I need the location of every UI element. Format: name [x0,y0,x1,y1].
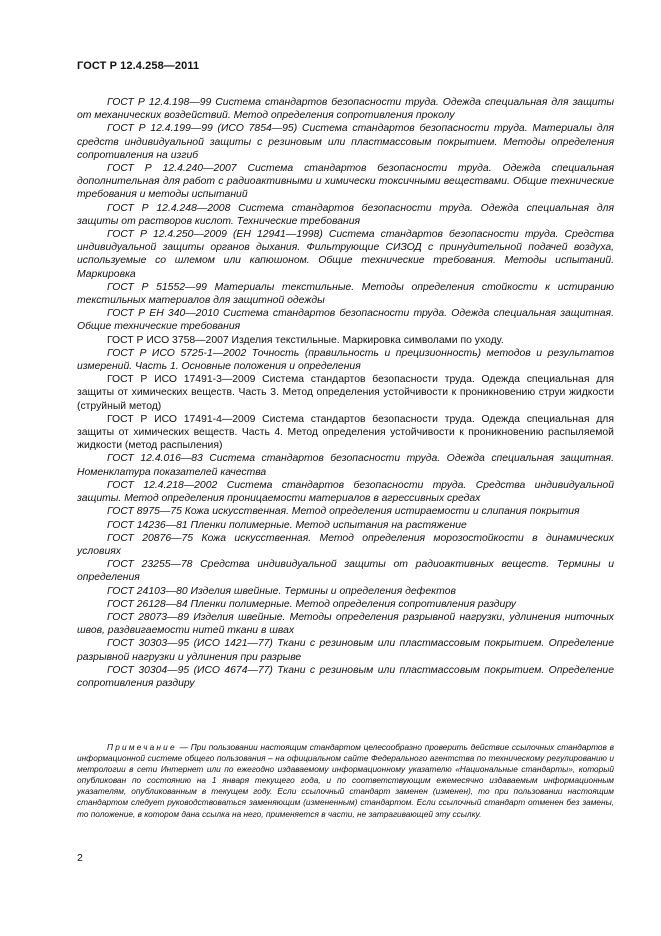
reference-item: ГОСТ 12.4.016—83 Система стандартов безопасности труда. Одежда специальная защитная. Номенклатура показателей качества [77,453,614,478]
note-text: — При пользовании настоящим стандартом целесообразно проверить действие ссылочных стандартов в информационной системе общего пользования – на официальном сайте Федерального агентства по техническому регулированию и метрологии в сети Интернет или по ежегодно издаваемому информационному указателю «Национальные стандарты», который опубликован по состоянию на 1 января текущего года, и по соответствующим ежемесячно издаваемым информационным указателям, опубликованным в текущем году. Если ссылочный стандарт заменен (изменен), то при пользовании настоящим стандартом следует руководствоваться заменяющим (измененным) стандартом. Если ссылочный стандарт отменен без замены, то положение, в котором дана ссылка на него, применяется в части, не затрагивающей эту ссылку. [77,742,614,819]
reference-item: ГОСТ 28073—89 Изделия швейные. Методы определения разрывной нагрузки, удлинения ниточных швов, раздвигаемости нитей ткани в швах [77,611,614,637]
page-number: 2 [77,852,83,864]
reference-item: ГОСТ Р ИСО 17491-4—2009 Система стандартов безопасности труда. Одежда специальная для защиты от химических веществ. Часть 4. Метод определения устойчивости к проникновению распыляемой жидкости (метод распыления) [77,413,614,452]
reference-item: ГОСТ Р 12.4.250—2009 (ЕН 12941—1998) Система стандартов безопасности труда. Средства индивидуальной защиты органов дыхания. Фильтрующие СИЗОД с принудительной подачей воздуха, используемые со шлемом или капюшоном. Общие технические требования. Методы испытаний. Маркировка [77,229,614,280]
document-header: ГОСТ Р 12.4.258—2011 [77,60,200,72]
reference-item: ГОСТ 8975—75 Кожа искусственная. Метод определения истираемости и слипания покрытия [107,506,580,518]
reference-item: ГОСТ 30304—95 (ИСО 4674—77) Ткани с резиновым или пластмассовым покрытием. Определение сопротивления раздиру [77,664,614,689]
reference-item: ГОСТ Р 51552—99 Материалы текстильные. Методы определения стойкости к истиранию текстильных материалов для защитной одежды [77,281,614,307]
reference-item: ГОСТ Р 12.4.248—2008 Система стандартов безопасности труда. Одежда специальная для защиты от растворов кислот. Технические требования [77,202,614,227]
normative-references-list [77,96,614,690]
reference-item: ГОСТ Р ИСО 3758—2007 Изделия текстильные. Маркировка символами по уходу. [107,334,504,346]
reference-item: ГОСТ Р 12.4.198—99 Система стандартов безопасности труда. Одежда специальная для защиты от механических воздействий. Метод определения сопротивления проколу [77,97,614,122]
reference-item: ГОСТ Р ИСО 17491-3—2009 Система стандартов безопасности труда. Одежда специальная для защиты от химических веществ. Часть 3. Метод определения устойчивости к проникновению струи жидкости (струйный метод) [77,374,614,412]
note-label: Примечание [107,742,177,752]
note-paragraph [77,742,614,820]
reference-item: ГОСТ 14236—81 Пленки полимерные. Метод испытания на растяжение [107,519,467,531]
reference-item: ГОСТ 26128—84 Пленки полимерные. Метод определения сопротивления раздиру [107,598,516,610]
reference-item: ГОСТ Р ЕН 340—2010 Система стандартов безопасности труда. Одежда специальная защитная. Общие технические требования [77,308,614,333]
reference-item: ГОСТ 24103—80 Изделия швейные. Термины и определения дефектов [107,585,456,597]
reference-item: ГОСТ Р ИСО 5725-1—2002 Точность (правильность и прецизионность) методов и результатов измерений. Часть 1. Основные положения и определения [77,347,614,373]
reference-item: ГОСТ Р 12.4.240—2007 Система стандартов безопасности труда. Одежда специальная дополнительная для работ с радиоактивными и химически токсичными веществами. Общие технические требования и методы испытаний [77,163,614,201]
reference-item: ГОСТ 23255—78 Средства индивидуальной защиты от радиоактивных веществ. Термины и определения [77,559,614,584]
reference-item: ГОСТ 30303—95 (ИСО 1421—77) Ткани с резиновым или пластмассовым покрытием. Определение разрывной нагрузки и удлинения при разрыве [77,638,614,663]
reference-item: ГОСТ 20876—75 Кожа искусственная. Метод определения морозостойкости в динамических условиях [77,532,614,557]
reference-item: ГОСТ Р 12.4.199—99 (ИСО 7854—95) Система стандартов безопасности труда. Материалы для средств индивидуальной защиты с резиновым или пластмассовым покрытием. Методы определения сопротивления на изгиб [77,123,614,161]
reference-item: ГОСТ 12.4.218—2002 Система стандартов безопасности труда. Средства индивидуальной защиты. Метод определения проницаемости материалов в агрессивных средах [77,479,614,505]
note-block [77,742,614,820]
